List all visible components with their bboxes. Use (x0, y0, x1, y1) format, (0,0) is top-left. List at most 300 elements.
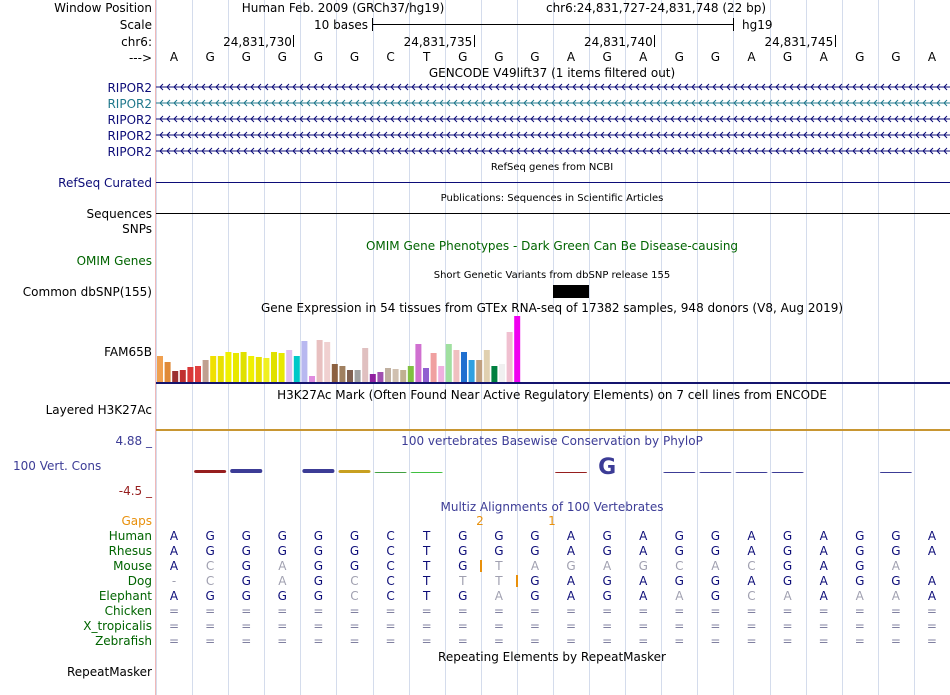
aligned-base: = (205, 619, 216, 633)
aligned-base: = (277, 604, 288, 618)
aligned-base: G (458, 589, 468, 603)
gtex-tissue-bar[interactable] (423, 368, 429, 382)
aligned-base: A (819, 589, 828, 603)
omim-track-title[interactable]: OMIM Gene Phenotypes - Dark Green Can Be Disease-causing (365, 239, 739, 253)
aligned-base: G (602, 544, 612, 558)
aligned-base: = (746, 634, 757, 648)
gtex-tissue-bar[interactable] (347, 370, 353, 382)
aligned-base: G (349, 529, 360, 543)
aligned-base: C (747, 589, 756, 603)
aligned-base: A (566, 529, 576, 543)
aligned-base: A (819, 529, 828, 543)
gtex-tissue-bar[interactable] (294, 356, 300, 382)
ref-base: T (423, 50, 431, 64)
transcript-line[interactable] (156, 147, 950, 155)
aligned-base: = (529, 634, 540, 648)
aligned-base: = (421, 604, 432, 618)
ref-base: G (494, 50, 504, 64)
aligned-base: G (494, 544, 504, 558)
aligned-base: A (169, 544, 179, 558)
aligned-base: = (349, 619, 360, 633)
chrom-label: chr6: (121, 35, 152, 49)
gtex-tissue-bar[interactable] (461, 352, 467, 382)
gtex-tissue-bar[interactable] (256, 357, 262, 382)
aligned-base: G (674, 574, 684, 588)
aligned-base: = (493, 634, 504, 648)
aligned-base: G (710, 544, 721, 558)
aligned-base: A (927, 544, 937, 558)
aligned-base: = (674, 634, 685, 648)
ref-base: G (855, 50, 865, 64)
gtex-tissue-bar[interactable] (203, 360, 209, 382)
gtex-tissue-bar[interactable] (263, 358, 269, 382)
aligned-base: - (171, 574, 177, 588)
gtex-tissue-bar[interactable] (286, 350, 292, 382)
aligned-base: G (313, 529, 324, 543)
refseq-track-label[interactable]: RefSeq Curated (58, 176, 152, 190)
dbsnp-track-title[interactable]: Short Genetic Variants from dbSNP release 155 (433, 270, 671, 281)
gtex-tissue-bar[interactable] (165, 362, 171, 382)
gtex-tissue-bar[interactable] (415, 344, 421, 382)
aligned-base: = (205, 604, 216, 618)
aligned-base: G (277, 529, 287, 543)
aligned-base: = (782, 604, 793, 618)
aligned-base: = (349, 604, 360, 618)
aligned-base: A (927, 574, 937, 588)
aligned-base: = (457, 634, 468, 648)
ref-base: G (530, 50, 540, 64)
gtex-tissue-bar[interactable] (248, 356, 254, 382)
gtex-tissue-bar[interactable] (210, 356, 216, 382)
gtex-tissue-bar[interactable] (393, 369, 399, 382)
gencode-label[interactable]: RIPOR2 (107, 81, 152, 95)
aligned-base: G (530, 574, 540, 588)
aligned-base: A (927, 589, 937, 603)
aligned-base: C (205, 559, 215, 573)
aligned-base: G (241, 529, 251, 543)
phylop-track-title[interactable]: 100 vertebrates Basewise Conservation by PhyloP (401, 434, 703, 448)
aligned-base: C (205, 574, 215, 588)
aligned-base: A (747, 529, 756, 543)
aligned-base: G (674, 529, 684, 543)
aligned-base: = (890, 619, 901, 633)
aligned-base: A (855, 589, 864, 603)
aligned-base: G (241, 589, 251, 603)
aligned-base: = (674, 604, 685, 618)
gtex-tissue-bar[interactable] (355, 370, 361, 382)
aligned-base: A (494, 589, 503, 603)
aligned-base: C (675, 559, 684, 573)
ruler-tick (474, 35, 475, 47)
phylop-mark (375, 472, 407, 473)
aligned-base: = (493, 604, 504, 618)
aligned-base: = (277, 619, 288, 633)
aligned-base: = (313, 619, 324, 633)
gtex-baseline (156, 382, 950, 384)
aligned-base: G (602, 589, 612, 603)
ref-base: G (241, 50, 251, 64)
gencode-label[interactable]: RIPOR2 (107, 129, 152, 143)
gtex-tissue-bar[interactable] (271, 352, 277, 382)
aligned-base: G (855, 544, 865, 558)
aligned-base: = (457, 619, 468, 633)
omim-track-label[interactable]: OMIM Genes (76, 254, 152, 268)
gtex-tissue-bar[interactable] (317, 340, 323, 382)
aligned-base: A (747, 544, 756, 558)
gtex-tissue-bar[interactable] (180, 370, 186, 382)
aligned-base: G (458, 529, 468, 543)
aligned-base: G (891, 574, 901, 588)
aligned-base: C (350, 574, 359, 588)
aligned-base: = (313, 634, 324, 648)
aligned-base: G (891, 544, 901, 558)
gtex-tissue-bar[interactable] (172, 371, 178, 382)
gtex-tissue-bar[interactable] (408, 366, 414, 382)
aligned-base: A (639, 589, 648, 603)
aligned-base: A (675, 589, 684, 603)
phylop-mark (230, 469, 262, 473)
repeatmasker-track-label[interactable]: RepeatMasker (66, 665, 152, 679)
transcript-line[interactable] (156, 99, 950, 107)
h3k27ac-track-label[interactable]: Layered H3K27Ac (45, 403, 152, 417)
dbsnp-track-label[interactable]: Common dbSNP(155) (22, 285, 152, 299)
aligned-base: G (782, 559, 793, 573)
gtex-tissue-bar[interactable] (491, 366, 497, 382)
aligned-base: G (313, 544, 324, 558)
position-readout: chr6:24,831,727-24,831,748 (22 bp) (545, 1, 767, 15)
gtex-tissue-bar[interactable] (241, 352, 247, 382)
gencode-label[interactable]: RIPOR2 (107, 97, 152, 111)
aligned-base: G (313, 574, 324, 588)
aligned-base: = (746, 619, 757, 633)
window-position-label: Window Position (54, 1, 152, 15)
aligned-base: A (783, 589, 792, 603)
aligned-base: A (169, 559, 179, 573)
gtex-tissue-bar[interactable] (225, 352, 231, 382)
ref-base: G (710, 50, 721, 64)
gtex-tissue-bar[interactable] (301, 341, 307, 382)
aligned-base: A (819, 574, 828, 588)
aligned-base: A (891, 589, 900, 603)
aligned-base: A (639, 529, 648, 543)
publications-track-title[interactable]: Publications: Sequences in Scientific Articles (440, 193, 664, 204)
aligned-base: G (313, 559, 324, 573)
gtex-tissue-bar[interactable] (233, 353, 239, 382)
aligned-base: A (169, 589, 179, 603)
h3k27ac-track-title[interactable]: H3K27Ac Mark (Often Found Near Active Regulatory Elements) on 7 cell lines from ENCODE (277, 388, 827, 402)
gtex-tissue-bar[interactable] (469, 360, 475, 382)
species-label[interactable]: Rhesus (108, 544, 152, 558)
aligned-base: T (459, 574, 467, 588)
gtex-tissue-bar[interactable] (218, 356, 224, 382)
phylop-track-label[interactable]: 100 Vert. Cons (13, 459, 102, 473)
gtex-tissue-bar[interactable] (476, 360, 482, 382)
aligned-base: = (782, 634, 793, 648)
ref-base: A (747, 50, 756, 64)
aligned-base: A (639, 574, 648, 588)
aligned-base: = (638, 634, 649, 648)
ref-base: G (313, 50, 324, 64)
transcript-line[interactable] (156, 115, 950, 123)
aligned-base: G (782, 529, 793, 543)
species-label[interactable]: Chicken (104, 604, 152, 618)
aligned-base: = (566, 604, 577, 618)
phylop-mark (772, 472, 804, 473)
gtex-tissue-bar[interactable] (438, 366, 444, 382)
aligned-base: A (169, 529, 179, 543)
gtex-tissue-bar[interactable] (370, 374, 376, 382)
aligned-base: G (313, 589, 324, 603)
aligned-base: G (458, 544, 468, 558)
aligned-base: = (710, 619, 721, 633)
ruler-tick-label: 24,831,745 (764, 35, 834, 49)
gtex-tissue-bar[interactable] (514, 316, 520, 382)
ref-base: C (386, 50, 395, 64)
aligned-base: = (926, 619, 937, 633)
aligned-base: = (926, 604, 937, 618)
aligned-base: G (530, 589, 540, 603)
ruler-tick (293, 35, 294, 47)
species-label[interactable]: Mouse (113, 559, 152, 573)
phylop-logo-graph[interactable] (156, 450, 950, 500)
aligned-base: A (711, 559, 720, 573)
aligned-base: A (566, 589, 576, 603)
ruler-tick-label: 24,831,735 (403, 35, 473, 49)
gtex-tissue-bar[interactable] (377, 372, 383, 382)
aligned-base: A (530, 559, 540, 573)
refseq-track-title[interactable]: RefSeq genes from NCBI (490, 162, 614, 173)
aligned-base: G (205, 544, 215, 558)
ref-base: G (602, 50, 612, 64)
aligned-base: = (782, 619, 793, 633)
aligned-base: A (819, 544, 828, 558)
aligned-base: = (277, 634, 288, 648)
ruler-tick (654, 35, 655, 47)
gap-count-marker: 1 (548, 514, 556, 528)
aligned-base: = (854, 604, 865, 618)
aligned-base: A (566, 544, 576, 558)
aligned-base: T (423, 559, 431, 573)
gtex-tissue-bar[interactable] (339, 366, 345, 382)
insertion-marker (480, 560, 482, 572)
aligned-base: G (241, 559, 251, 573)
aligned-base: T (423, 544, 431, 558)
aligned-base: = (313, 604, 324, 618)
gencode-track-title[interactable]: GENCODE V49lift37 (1 items filtered out) (428, 66, 676, 80)
aligned-base: G (710, 574, 721, 588)
aligned-base: G (241, 544, 251, 558)
aligned-base: G (205, 589, 215, 603)
aligned-base: = (205, 634, 216, 648)
h3k27ac-signal-line[interactable] (156, 429, 950, 431)
aligned-base: = (385, 619, 396, 633)
gtex-tissue-bar[interactable] (157, 356, 163, 382)
ruler-tick (835, 35, 836, 47)
gencode-label[interactable]: RIPOR2 (107, 113, 152, 127)
phylop-mark (302, 469, 334, 473)
aligned-base: = (710, 634, 721, 648)
scale-bar-tick (733, 18, 734, 31)
aligned-base: G (277, 544, 287, 558)
publications-feature[interactable] (156, 213, 950, 214)
phylop-mark (880, 472, 912, 473)
gtex-tissue-bar[interactable] (453, 350, 459, 382)
publications-track-label[interactable]: Sequences (86, 207, 152, 221)
aligned-base: = (638, 619, 649, 633)
gtex-tissue-bar[interactable] (499, 364, 505, 382)
aligned-base: = (169, 619, 180, 633)
aligned-base: = (818, 619, 829, 633)
aligned-base: = (818, 634, 829, 648)
aligned-base: T (495, 574, 503, 588)
aligned-base: G (782, 574, 793, 588)
aligned-base: C (386, 589, 395, 603)
gtex-tissue-bar[interactable] (195, 366, 201, 382)
aligned-base: = (566, 619, 577, 633)
gtex-tissue-bar[interactable] (431, 353, 437, 382)
gap-count-marker: 2 (476, 514, 484, 528)
transcript-line[interactable] (156, 131, 950, 139)
aligned-base: T (495, 559, 503, 573)
transcript-line[interactable] (156, 83, 950, 91)
ref-base: G (349, 50, 360, 64)
aligned-base: T (423, 589, 431, 603)
gtex-tissue-bar[interactable] (385, 368, 391, 382)
aligned-base: = (926, 634, 937, 648)
gtex-tissue-bar[interactable] (324, 342, 330, 382)
ruler-tick-label: 24,831,740 (584, 35, 653, 49)
aligned-base: = (854, 619, 865, 633)
aligned-base: = (602, 604, 613, 618)
aligned-base: = (241, 604, 252, 618)
aligned-base: C (386, 574, 395, 588)
ref-base: A (169, 50, 179, 64)
aligned-base: A (891, 559, 900, 573)
aligned-base: = (529, 619, 540, 633)
gtex-tissue-bar[interactable] (400, 370, 406, 382)
aligned-base: G (710, 529, 721, 543)
ref-base: G (782, 50, 793, 64)
species-label[interactable]: Dog (127, 574, 152, 588)
aligned-base: = (890, 634, 901, 648)
scale-bar-tick (372, 18, 373, 31)
strand-arrow-label[interactable]: ---> (128, 51, 152, 65)
track-label-panel (0, 0, 155, 695)
snps-track-label[interactable]: SNPs (122, 222, 152, 236)
aligned-base: = (529, 604, 540, 618)
scale-bar-label: 10 bases (314, 18, 368, 32)
aligned-base: = (674, 619, 685, 633)
aligned-base: = (854, 634, 865, 648)
species-label[interactable]: X_tropicalis (83, 619, 152, 633)
aligned-base: = (746, 604, 757, 618)
scale-label: Scale (119, 18, 152, 32)
repeatmasker-track-title[interactable]: Repeating Elements by RepeatMasker (438, 650, 666, 664)
aligned-base: A (603, 559, 612, 573)
species-label[interactable]: Elephant (98, 589, 152, 603)
aligned-base: G (891, 529, 901, 543)
gtex-tissue-bar[interactable] (507, 332, 513, 382)
aligned-base: G (458, 559, 468, 573)
gtex-tissue-bar[interactable] (187, 367, 193, 382)
aligned-base: G (674, 544, 684, 558)
aligned-base: = (818, 604, 829, 618)
aligned-base: G (494, 529, 504, 543)
aligned-base: C (747, 559, 756, 573)
gtex-track-label[interactable]: FAM65B (104, 345, 152, 359)
aligned-base: A (747, 574, 756, 588)
aligned-base: T (423, 574, 431, 588)
ref-base: A (819, 50, 828, 64)
phylop-mark (663, 472, 695, 473)
gencode-label[interactable]: RIPOR2 (107, 145, 152, 159)
aligned-base: G (602, 529, 612, 543)
multiz-track-title[interactable]: Multiz Alignments of 100 Vertebrates (440, 500, 664, 514)
aligned-base: = (493, 619, 504, 633)
aligned-base: A (278, 559, 287, 573)
aligned-base: = (890, 604, 901, 618)
aligned-base: G (530, 544, 540, 558)
aligned-base: A (819, 559, 828, 573)
aligned-base: G (782, 544, 793, 558)
aligned-base: G (602, 574, 612, 588)
aligned-base: = (421, 619, 432, 633)
browser-track-image[interactable] (156, 0, 950, 695)
aligned-base: G (855, 529, 865, 543)
scale-bar (372, 24, 733, 25)
species-label[interactable]: Human (108, 529, 152, 543)
ref-base: A (639, 50, 648, 64)
phylop-mark (699, 472, 731, 473)
phylop-mark (338, 470, 370, 473)
refseq-feature[interactable] (156, 182, 950, 183)
aligned-base: = (385, 604, 396, 618)
dbsnp-variant[interactable] (553, 285, 589, 298)
aligned-base: C (350, 589, 359, 603)
aligned-base: C (386, 544, 395, 558)
gtex-tissue-bar[interactable] (332, 364, 338, 382)
gtex-tissue-bar[interactable] (446, 344, 452, 382)
gtex-track-title[interactable]: Gene Expression in 54 tissues from GTEx RNA-seq of 17382 samples, 948 donors (V8, Aug 2019) (260, 301, 844, 315)
aligned-base: G (638, 559, 648, 573)
aligned-base: = (566, 634, 577, 648)
ruler-tick-label: 24,831,730 (223, 35, 292, 49)
gtex-tissue-bar[interactable] (484, 350, 490, 382)
aligned-base: G (277, 589, 287, 603)
aligned-base: G (566, 559, 576, 573)
aligned-base: G (205, 529, 215, 543)
aligned-base: A (278, 574, 287, 588)
aligned-base: A (566, 574, 576, 588)
db-label: hg19 (742, 18, 773, 32)
aligned-base: = (169, 634, 180, 648)
aligned-base: = (710, 604, 721, 618)
ref-base: G (891, 50, 901, 64)
gtex-tissue-bar[interactable] (362, 348, 368, 382)
aligned-base: = (241, 619, 252, 633)
gtex-tissue-bar[interactable] (279, 353, 285, 382)
aligned-base: G (530, 529, 540, 543)
ref-base: G (205, 50, 215, 64)
phylop-mark (735, 472, 767, 473)
phylop-letter: G (598, 455, 617, 480)
aligned-base: G (710, 589, 721, 603)
gaps-label: Gaps (121, 514, 152, 528)
aligned-base: A (927, 529, 937, 543)
assembly-title: Human Feb. 2009 (GRCh37/hg19) (241, 1, 445, 15)
species-label[interactable]: Zebrafish (95, 634, 152, 648)
aligned-base: G (349, 559, 360, 573)
